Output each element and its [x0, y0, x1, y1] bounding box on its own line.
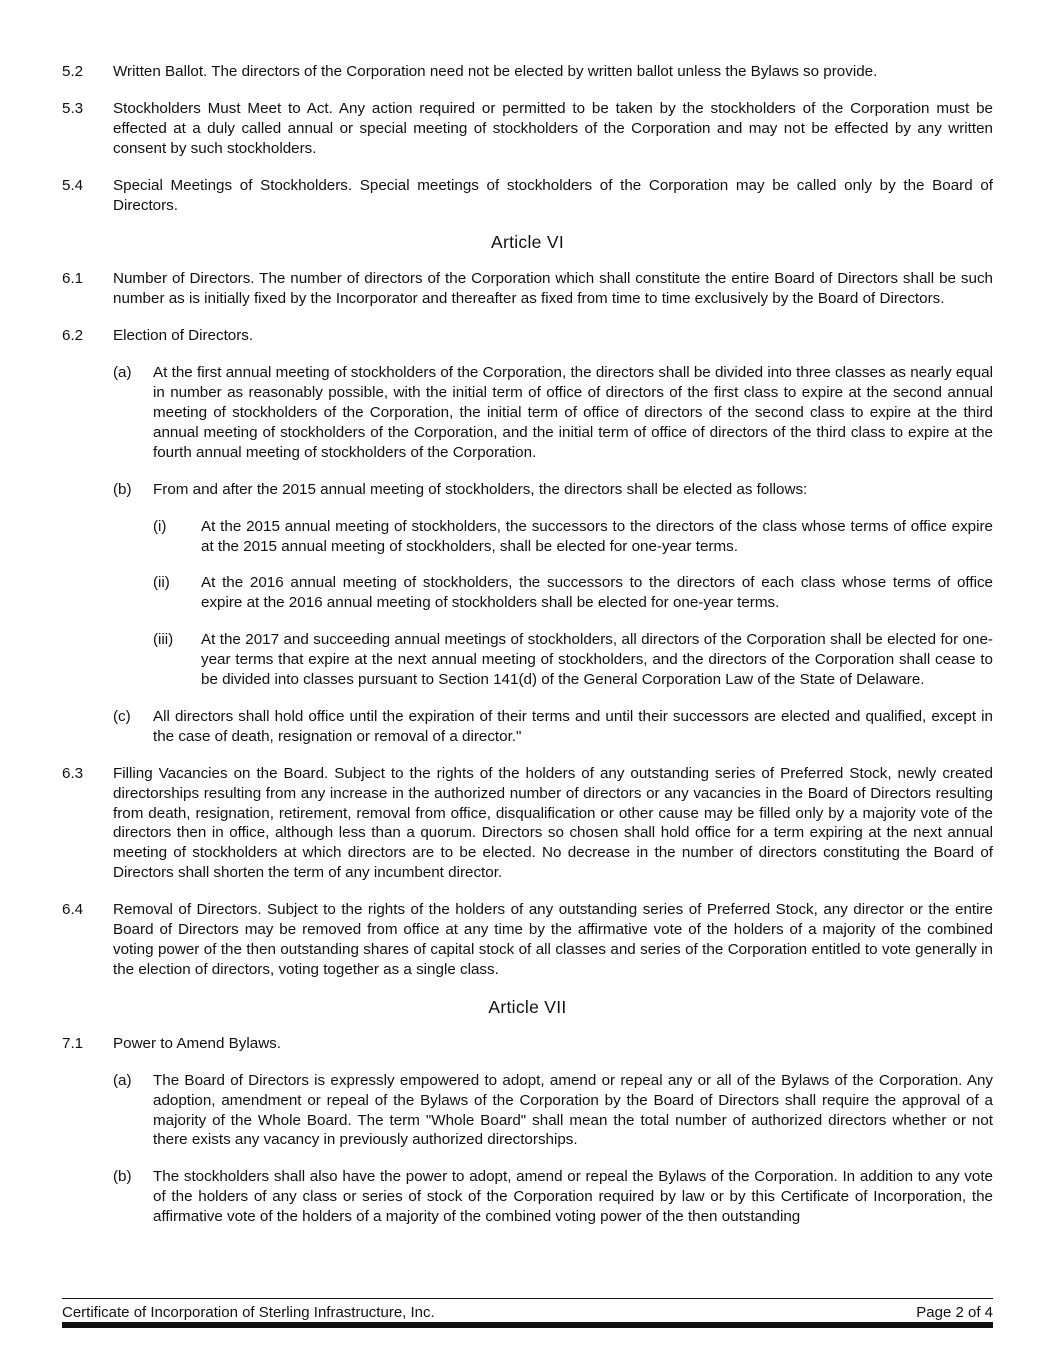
- subsection-label: (c): [113, 707, 131, 725]
- clause-label: (i): [153, 517, 167, 535]
- subsection-7-1-a: [62, 1071, 993, 1151]
- section-title: Stockholders Must Meet to Act.: [113, 99, 333, 117]
- section-5-4: [62, 176, 993, 216]
- section-text: The number of directors of the Corporation which shall constitute the entire Board of Directors shall be such number as is initially fixed by the Incorporator and thereafter as fixed from time to time exclusively by the Board of Directors.: [113, 270, 994, 308]
- section-text: Subject to the rights of the holders of any outstanding series of Preferred Stock, any director or the entire Board of Directors may be removed from office at any time by the affirmative vote of the holders of a majority of the combined voting power of the then outstanding shares of capital stock of all classes and series of the Corporation entitled to vote generally in the election of directors, voting together as a single class.: [113, 901, 994, 978]
- subsection-text: At the first annual meeting of stockholders of the Corporation, the directors shall be divided into three classes as nearly equal in number as reasonably possible, with the initial term of office of directors of the first class to expire at the second annual meeting of stockholders of the Corporation, the initial term of office of directors of the second class to expire at the third annual meeting of stockholders of the Corporation, and the initial term of office of directors of the third class to expire at the fourth annual meeting of stockholders of the Corporation.: [153, 364, 993, 461]
- section-6-1: [62, 269, 993, 309]
- footer-rule: [62, 1322, 993, 1328]
- footer-document-title: Certificate of Incorporation of Sterling Infrastructure, Inc.: [62, 1304, 435, 1321]
- subsection-text: The Board of Directors is expressly empowered to adopt, amend or repeal any or all of the Bylaws of the Corporation. Any adoption, amendment or repeal of the Bylaws of the Corporation by the Board of Directors shall require the approval of a majority of the Whole Board. The term "Whole Board" shall mean the total number of authorized directors whether or not there exists any vacancy in previously authorized directorships.: [153, 1071, 993, 1149]
- subsection-text: From and after the 2015 annual meeting of stockholders, the directors shall be elected as follows:: [153, 480, 808, 498]
- section-number: 6.2: [62, 327, 84, 345]
- section-6-3: [62, 764, 993, 883]
- section-number: 6.4: [62, 901, 84, 919]
- subsection-label: (b): [113, 480, 132, 498]
- clause-label: (iii): [153, 631, 174, 649]
- section-title: Filling Vacancies on the Board.: [113, 764, 329, 782]
- clause-6-2-b-iii: [62, 630, 993, 690]
- section-text: Any action required or permitted to be taken by the stockholders of the Corporation must be effected at a duly called annual or special meeting of stockholders of the Corporation and may not be effected by any written consent by such stockholders.: [113, 99, 993, 157]
- subsection-label: (a): [113, 364, 132, 382]
- section-text: Special meetings of stockholders of the Corporation may be called only by the Board of Directors.: [113, 176, 994, 214]
- clause-text: At the 2016 annual meeting of stockholders, the successors to the directors of each class whose terms of office expire at the 2016 annual meeting of stockholders shall be elected for one-year terms.: [201, 574, 993, 612]
- section-title: Number of Directors.: [113, 270, 255, 288]
- article-heading: Article VI: [490, 232, 565, 253]
- page-footer: [62, 1298, 993, 1321]
- section-5-2: [62, 62, 993, 82]
- clause-6-2-b-i: [62, 517, 993, 557]
- section-5-3: [62, 99, 993, 159]
- section-6-4: [62, 900, 993, 980]
- section-text: Subject to the rights of the holders of any outstanding series of Preferred Stock, newly created directorships resulting from any increase in the authorized number of directors or any vacancies in the Board of Directors resulting from death, resignation, retirement, removal from office, disqualification or other cause may be filled only by a majority vote of the directors then in office, although less than a quorum. Directors so chosen shall hold office for a term expiring at the next annual meeting of stockholders at which directors are to be elected. No decrease in the number of directors constituting the Board of Directors shall shorten the term of any incumbent director.: [113, 764, 993, 882]
- subsection-label: (a): [113, 1071, 132, 1089]
- clause-text: At the 2017 and succeeding annual meetings of stockholders, all directors of the Corporation shall be elected for one-year terms that expire at the next annual meeting of stockholders, and the directors of the Corporation shall cease to be divided into classes pursuant to Section 141(d) of the General Corporation Law of the State of Delaware.: [201, 631, 993, 689]
- subsection-6-2-c: [62, 707, 993, 747]
- section-title: Power to Amend Bylaws.: [113, 1034, 281, 1052]
- section-text: The directors of the Corporation need not be elected by written ballot unless the Bylaws so provide.: [207, 63, 878, 80]
- subsection-text: The stockholders shall also have the power to adopt, amend or repeal the Bylaws of the Corporation. In addition to any vote of the holders of any class or series of stock of the Corporation required by law or by this Certificate of Incorporation, the affirmative vote of the holders of a majority of the combined voting power of the then outstanding: [153, 1168, 993, 1226]
- section-6-2: [62, 326, 993, 346]
- section-7-1: [62, 1034, 993, 1054]
- subsection-text: All directors shall hold office until the expiration of their terms and until their successors are elected and qualified, except in the case of death, resignation or removal of a director.": [153, 707, 993, 745]
- section-number: 6.1: [62, 270, 84, 288]
- subsection-7-1-b: [62, 1167, 993, 1227]
- section-number: 5.2: [62, 63, 84, 80]
- clause-6-2-b-ii: [62, 573, 993, 613]
- section-number: 5.4: [62, 176, 84, 194]
- section-number: 5.3: [62, 99, 84, 117]
- section-number: 7.1: [62, 1034, 84, 1052]
- subsection-6-2-a: [62, 363, 993, 463]
- section-title: Special Meetings of Stockholders.: [113, 176, 353, 194]
- section-number: 6.3: [62, 764, 84, 782]
- document-page: [62, 62, 993, 1244]
- clause-text: At the 2015 annual meeting of stockholders, the successors to the directors of the class whose terms of office expire at the 2015 annual meeting of stockholders, shall be elected for one-year terms.: [201, 517, 993, 555]
- section-title: Removal of Directors.: [113, 901, 262, 919]
- footer-page-number: Page 2 of 4: [916, 1304, 993, 1321]
- subsection-label: (b): [113, 1168, 132, 1186]
- clause-label: (ii): [153, 574, 170, 592]
- subsection-6-2-b: [62, 480, 993, 500]
- article-heading: Article VII: [488, 996, 567, 1017]
- section-title: Written Ballot.: [113, 63, 208, 80]
- section-title: Election of Directors.: [113, 327, 254, 345]
